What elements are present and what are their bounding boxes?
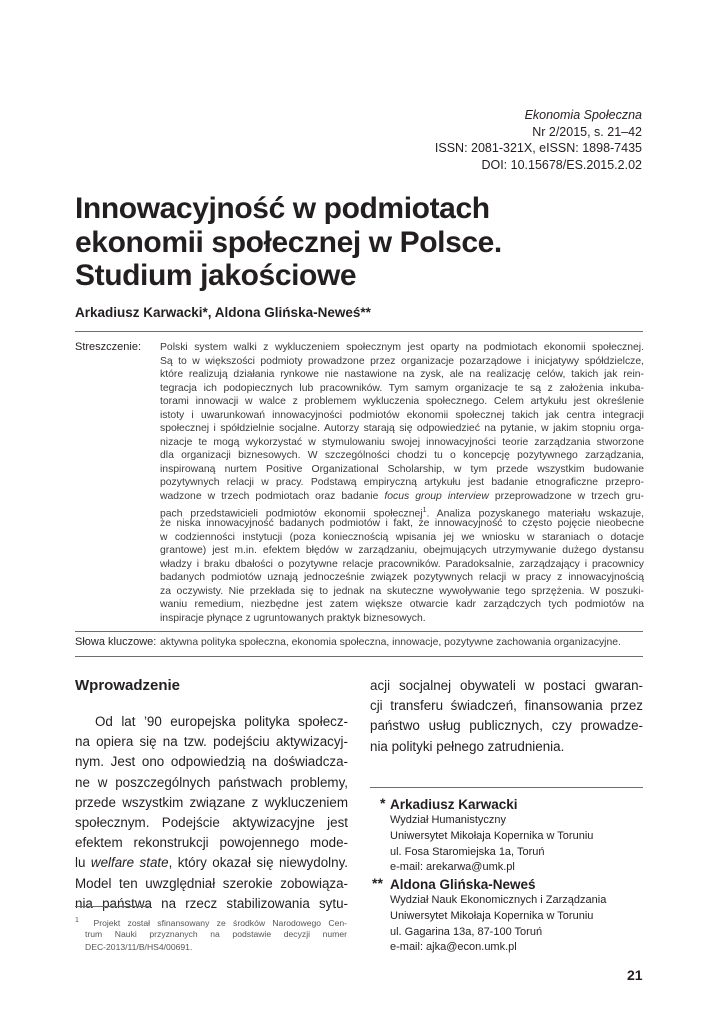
title-line: Innowacyjność w podmiotach [75,192,490,225]
body-column-right [370,676,643,757]
body-line: cji transferu świadczeń, finansowania przez [370,698,643,714]
abstract-line: społecznej i spółdzielnie socjalne. Autorzy starają się odpowiedzieć na pytanie, w jakim stopniu orga- [160,423,644,435]
abstract-line: które realizują działania rynkowe nie nastawione na zysk, ale na realizację celów, takich jak rein- [160,369,644,381]
footnote-text-run: Projekt został sfinansowany ze środków Narodowego Cen- [93,917,348,928]
body-line: nia polityki pełnego zatrudnienia. [370,738,565,754]
abstract-line: nizacje te mogą wykorzystać w stymulowaniu swojej innowacyjności teorie zarządzania stworzone [160,436,644,448]
section-heading: Wprowadzenie [75,677,181,694]
footnote-divider [75,906,149,907]
body-line: na opiera się na tzw. podejściu aktywizacyj- [75,734,348,750]
abstract-line: Polski system walki z wykluczeniem społecznym jest oparty na podmiotach ekonomii społecznej. [160,342,644,353]
affiliation-divider [370,787,643,788]
keywords-label: Słowa kluczowe: [75,636,157,648]
affiliation-name: Aldona Glińska-Neweś [390,877,536,892]
abstract-text-run: . Analiza pozyskanego materiału wskazuje, [426,508,645,520]
abstract-line: grantowe) jest m.in. efektem błędów w zarządzaniu, obejmujących utrzymywanie dużego dystansu [160,545,644,557]
journal-issn: ISSN: 2081-321X, eISSN: 1898-7435 [434,141,642,155]
body-line: przede wszystkim związane z wykluczeniem [75,794,348,810]
body-line: nia państwa na rzecz stabilizowania sytu- [75,895,348,911]
abstract-italic-term: focus group interview [384,491,489,503]
abstract-line [160,504,644,518]
affiliation-detail: ul. Gagarina 13a, 87-100 Toruń [390,925,543,938]
title-line: Studium jakościowe [75,259,357,292]
title-line: ekonomii społecznej w Polsce. [75,225,502,259]
body-text-run: , który okazał się niewydolny. [168,855,348,871]
abstract-line: za oczywisty. Nie przekłada się to jednak na skuteczne wywoływanie tego sprzężenia. W poszuki- [160,585,644,597]
affiliation-detail: Wydział Nauk Ekonomicznych i Zarządzania [390,894,607,906]
body-line: ne w poszczególnych państwach problemy, [75,774,348,790]
abstract-text-run: przeprowadzone w trzech gru- [488,491,644,503]
divider [75,631,643,632]
abstract-line: istoty i uwarunkowań innowacyjności podmiotów ekonomii społecznej takich jak centra integracji [160,409,644,421]
article-title [75,192,655,293]
body-text-run: lu [75,855,91,871]
abstract-line: że niska innowacyjność badanych podmiotów i fakt, że innowacyjność to często pojęcie nieobecne [160,518,644,530]
affiliation-detail: Wydział Humanistyczny [390,814,507,826]
affiliation-detail: ul. Fosa Staromiejska 1a, Toruń [390,845,545,858]
abstract-line: waniu remedium, niezbędne jest zatem większe otwarcie kadr zarządczych tych podmiotów na [160,599,644,611]
footnote-mark: 1 [75,917,79,924]
affiliation-detail: Uniwersytet Mikołaja Kopernika w Toruniu [390,909,594,922]
body-line: nym. Jest ono odpowiedzią na doświadcza- [75,754,348,770]
page-number: 21 [627,967,643,983]
abstract-text-run: pach przedstawicieli podmiotów ekonomii społecznej [160,508,423,520]
footnote-line: trum Nauki przyznanych na podstawie decyzji numer [85,928,347,939]
affiliation-detail: Uniwersytet Mikołaja Kopernika w Toruniu [390,829,594,842]
abstract-line: dla organizacji biznesowych. W szczególności chodzi tu o koncepcję pozytywnego zarządzania, [160,450,644,462]
journal-issue: Nr 2/2015, s. 21–42 [532,124,642,139]
abstract-label: Streszczenie: [75,341,142,353]
footnote-line [75,915,347,928]
divider [75,331,643,332]
affiliation-glinska-newes [372,875,650,956]
abstract-line [160,490,644,504]
body-italic-term: welfare state [90,855,169,871]
journal-info [435,107,642,173]
abstract-line: tegracja ich podopiecznych lub pracowników. Tym samym organizacje te są z założenia inkuba- [160,382,644,394]
body-column-left [75,712,348,914]
abstract-line: władzy i braku dbałości o pozytywne relacje pracowników. Paradoksalnie, zarządzający i pracownicy [160,558,644,570]
abstract-line: torami innowacji w walce z problemem wykluczenia społecznego. Celem artykułu jest określenie [160,396,644,408]
body-line: Model ten uwzględniał szerokie zobowiąza- [75,875,348,891]
affiliation-email[interactable]: e-mail: arekarwa@umk.pl [390,861,515,874]
body-line: społecznym. Podejście aktywizacyjne jest [75,814,348,830]
affiliation-email[interactable]: e-mail: ajka@econ.umk.pl [390,941,517,954]
abstract-text-run: wadzone w trzech podmiotach oraz badanie [160,491,385,503]
divider [75,656,643,657]
footnote-ref[interactable]: 1 [422,506,427,514]
abstract-line: Są to w większości podmioty prowadzone przez organizacje pozarządowe i inicjatywy spółdzielcze, [160,355,644,367]
journal-name: Ekonomia Społeczna [524,108,642,122]
keywords-text: aktywna polityka społeczna, ekonomia społeczna, innowacje, pozytywne zachowania organizacyjne. [160,637,621,648]
abstract-line: w codzienności instytucji (poza koniecznością wpisania jej we wniosku w staraniach o dotacje [160,531,644,543]
abstract-line: inspirowaną nurtem Positive Organizational Scholarship, w tym przede wszystkim budowanie [160,463,644,475]
abstract-line: pozytywnych relacji w pracy. Podstawą empiryczną artykułu jest badanie etnograficzne przepro- [160,477,644,489]
body-line: efektem rekonstrukcji powojennego mode- [75,835,348,851]
author-list: Arkadiusz Karwacki*, Aldona Glińska-Neweś** [75,305,371,320]
abstract-line: badanych podmiotów uznają jednocześnie związek pozytywnych relacji w pracy z innowacyjnością [160,572,644,584]
body-line [75,853,348,873]
body-line: państwo usług publicznych, czy prowadze- [370,718,643,734]
footnote [75,915,347,953]
body-line: Od lat ’90 europejska polityka społecz- [95,714,348,729]
affiliation-marker: * [380,795,386,811]
footnote-line: DEC-2013/11/B/HS4/00691. [85,941,193,952]
affiliation-karwacki [380,795,650,876]
affiliation-marker: ** [372,875,383,891]
affiliation-name: Arkadiusz Karwacki [390,797,518,812]
abstract-line: inspiracje płynące z ugruntowanych praktyk biznesowych. [160,612,426,624]
body-line: acji socjalnej obywateli w postaci gwaran- [370,678,643,693]
journal-doi: DOI: 10.15678/ES.2015.2.02 [481,157,642,172]
abstract-text [160,341,644,625]
